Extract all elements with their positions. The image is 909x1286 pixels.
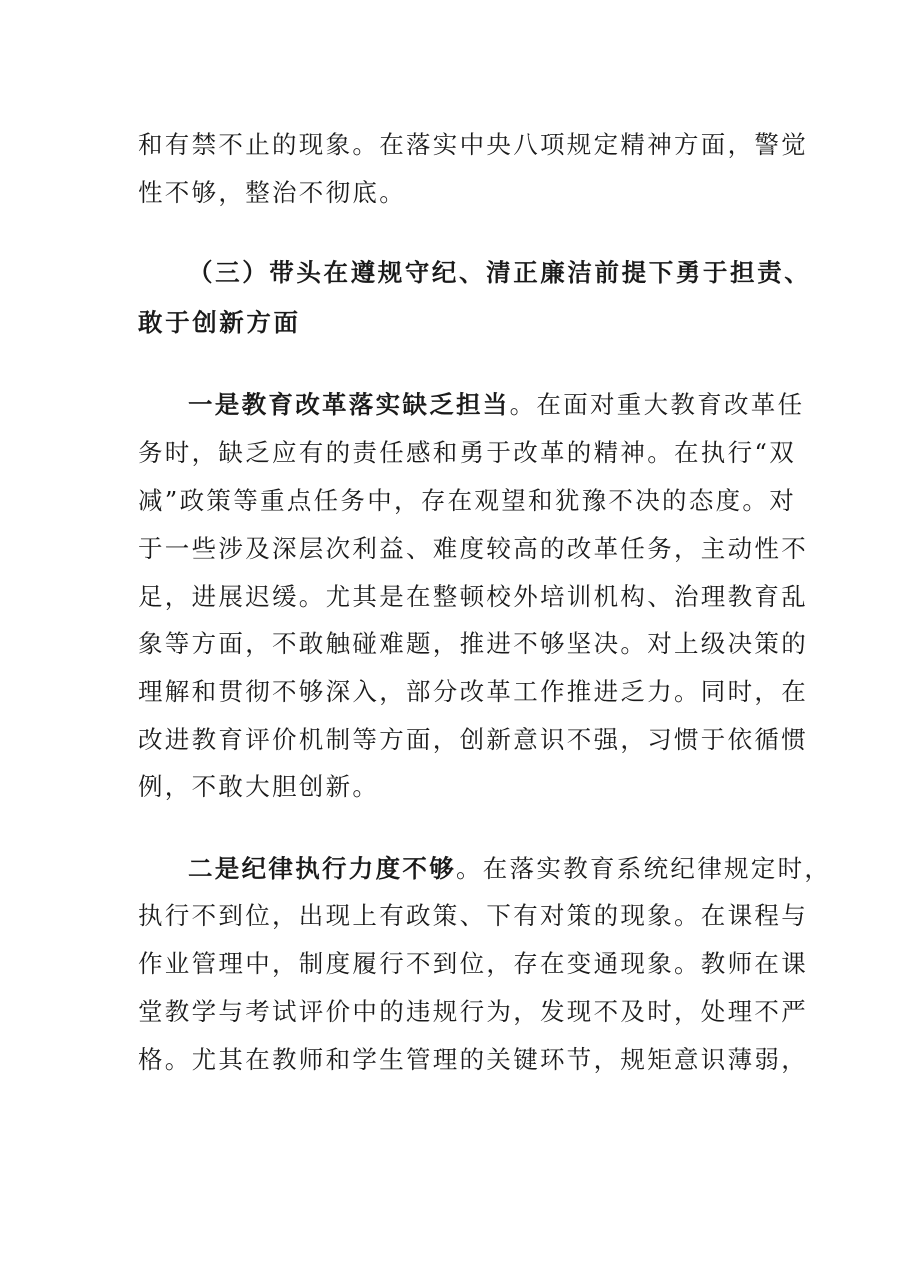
para-two-line-1-rest: 。在落实教育系统纪律规定时， [456, 854, 832, 883]
para-one-line-9: 例，不敢大胆创新。 [138, 772, 380, 801]
para-two-lead: 二是纪律执行力度不够 [188, 854, 456, 883]
para-continuation-line-2: 性不够，整治不彻底。 [138, 178, 406, 207]
para-continuation-line-1: 和有禁不止的现象。在落实中央八项规定精神方面，警觉 [138, 130, 808, 159]
para-one-line-6: 象等方面，不敢触碰难题，推进不够坚决。对上级决策的 [138, 629, 808, 658]
para-one-line-4: 于一些涉及深层次利益、难度较高的改革任务，主动性不 [138, 534, 808, 563]
para-two-line-3: 作业管理中，制度履行不到位，存在变通现象。教师在课 [138, 949, 808, 978]
section-heading-line-1: （三）带头在遵规守纪、清正廉洁前提下勇于担责、 [188, 258, 812, 287]
section-heading-line-2: 敢于创新方面 [138, 308, 301, 337]
para-two-line-1 [188, 854, 832, 884]
para-one-line-1 [188, 390, 828, 420]
para-two-line-4: 堂教学与考试评价中的违规行为，发现不及时，处理不严 [138, 997, 808, 1026]
para-one-line-3: 减”政策等重点任务中，存在观望和犹豫不决的态度。对 [138, 486, 797, 515]
para-one-line-7: 理解和贯彻不够深入，部分改革工作推进乏力。同时，在 [138, 677, 808, 706]
para-two-line-2: 执行不到位，出现上有政策、下有对策的现象。在课程与 [138, 901, 808, 930]
para-one-lead: 一是教育改革落实缺乏担当 [188, 390, 510, 419]
para-one-line-5: 足，进展迟缓。尤其是在整顿校外培训机构、治理教育乱 [138, 582, 808, 611]
para-one-line-2: 务时，缺乏应有的责任感和勇于改革的精神。在执行“双 [138, 438, 797, 467]
para-two-line-5: 格。尤其在教师和学生管理的关键环节，规矩意识薄弱， [138, 1045, 808, 1074]
para-one-line-1-rest: 。在面对重大教育改革任 [509, 390, 805, 419]
para-one-line-8: 改进教育评价机制等方面，创新意识不强，习惯于依循惯 [138, 725, 808, 754]
